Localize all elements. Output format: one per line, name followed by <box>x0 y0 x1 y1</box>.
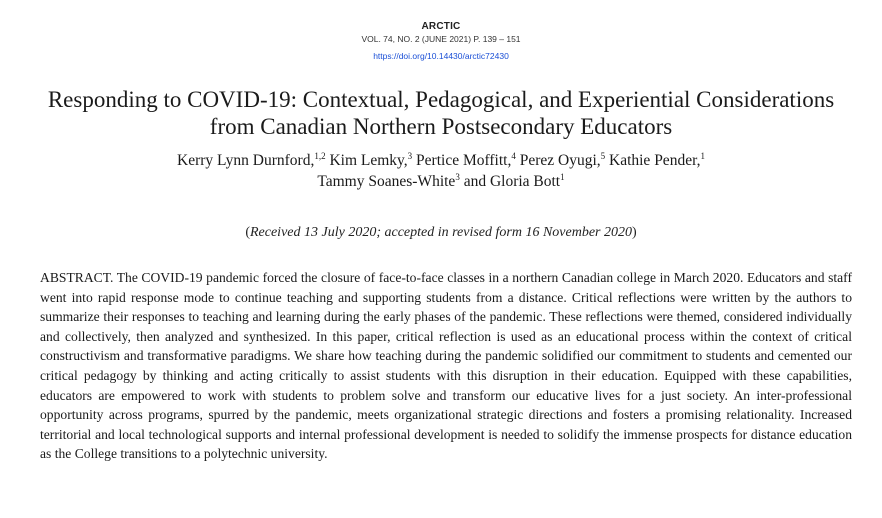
author-affiliation: 1 <box>560 171 565 182</box>
author-list <box>0 150 882 192</box>
author-name: Kathie Pender, <box>605 152 701 169</box>
title-line-2: from Canadian Northern Postsecondary Educators <box>209 114 673 139</box>
author-affiliation: 3 <box>407 150 413 161</box>
author-affiliation: 1,2 <box>314 150 326 161</box>
title-line-1: Responding to COVID-19: Contextual, Pedagogical, and Experiential Considerations <box>47 87 835 112</box>
paren-open: ( <box>245 225 250 240</box>
journal-header <box>0 20 882 64</box>
doi-link[interactable]: https://doi.org/10.14430/arctic72430 <box>373 51 509 61</box>
author-name: Tammy Soanes-White <box>317 173 456 190</box>
received-dates <box>0 224 882 242</box>
volume-info: VOL. 74, NO. 2 (JUNE 2021) P. 139 – 151 <box>361 34 521 44</box>
paper-title <box>0 86 882 140</box>
author-affiliation: 4 <box>511 150 516 161</box>
received-text: Received 13 July 2020; accepted in revised form 16 November 2020 <box>249 225 633 240</box>
author-name: and Gloria Bott <box>459 173 561 190</box>
author-affiliation: 3 <box>455 171 460 182</box>
author-name: Perez Oyugi, <box>515 152 601 169</box>
abstract-paragraph: ABSTRACT. The COVID-19 pandemic forced the closure of face-to-face classes in a northern Canadian college in March 2020. Educators and staff went into rapid response mode to continue teaching and supporting students from a distance. Critical reflections were written by the authors to summarize their responses to teaching and learning during the early phases of the pandemic. These reflections were themed, considered individually and collectively, then analyzed and synthesized. In this paper, critical reflection is used as an educational process within the context of critical constructivism and transformative paradigms. We share how teaching during the pandemic solidified our commitment to students and cemented our critical pedagogy by thinking and acting critically to assist students with this disruption in their education. Equipped with these capabilities, educators are empowered to work with students to problem solve and transform our educative lives for a just society. An inter-professional opportunity across programs, spurred by the pandemic, meets organizational strategic directions and fosters a promising relationality. Increased territorial and local technological supports and internal professional development is needed to solidify the immense prospects for distance education as the College transitions to a polytechnic university. <box>40 270 852 462</box>
author-name: Pertice Moffitt, <box>412 152 512 169</box>
author-line-1 <box>0 150 882 171</box>
author-affiliation: 5 <box>600 150 606 161</box>
author-name: Kim Lemky, <box>325 152 408 169</box>
journal-name: ARCTIC <box>421 21 461 32</box>
paren-close: ) <box>632 225 637 240</box>
author-name: Kerry Lynn Durnford, <box>177 152 315 169</box>
author-line-2 <box>0 171 882 192</box>
author-affiliation: 1 <box>700 150 705 161</box>
